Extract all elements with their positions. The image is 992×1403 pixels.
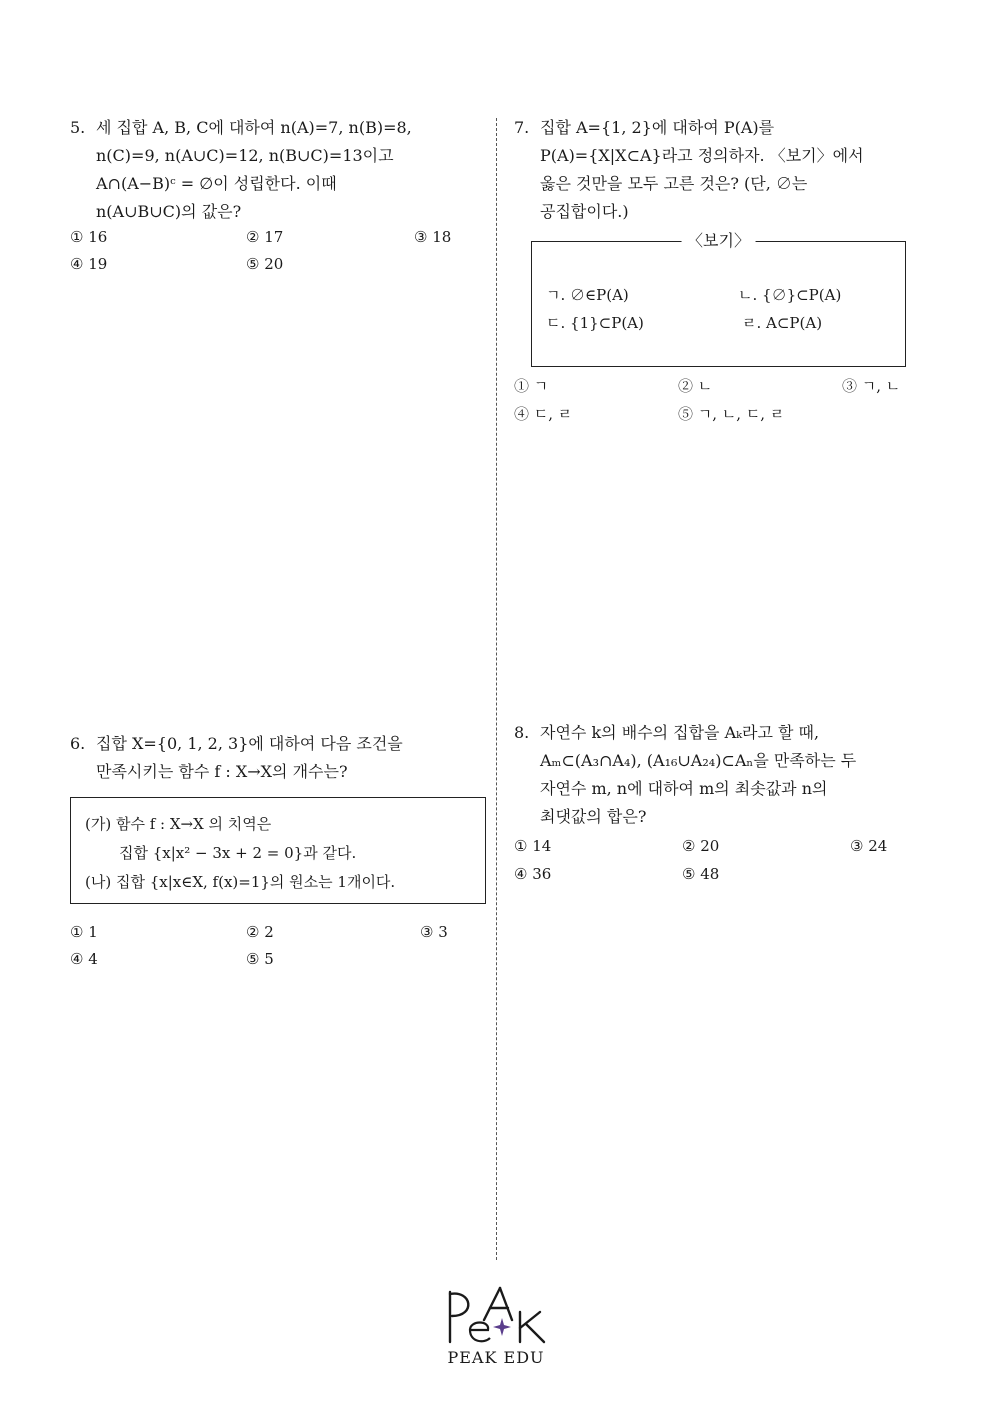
bogi-item-3: ㄷ. {1}⊂P(A) (546, 314, 644, 332)
bogi-title: 〈보기〉 (681, 230, 756, 252)
choice-3[interactable]: ③ ㄱ, ㄴ (842, 377, 901, 395)
question-text: 세 집합 A, B, C에 대하여 n(A)=7, n(B)=8, (96, 118, 412, 137)
question-text: 공집합이다.) (540, 202, 629, 221)
question-number: 7. (514, 118, 530, 137)
choice-2[interactable]: ② 17 (246, 228, 284, 246)
choice-1[interactable]: ① 14 (514, 837, 552, 855)
column-divider (496, 118, 497, 1260)
question-8 (514, 719, 856, 831)
condition-a: (가) 함수 f : X→X 의 치역은 (85, 815, 272, 833)
choice-5[interactable]: ⑤ 20 (246, 255, 284, 273)
choice-2[interactable]: ② 20 (682, 837, 720, 855)
question-text: n(C)=9, n(A∪C)=12, n(B∪C)=13이고 (96, 146, 394, 165)
choice-4[interactable]: ④ ㄷ, ㄹ (514, 405, 573, 423)
question-text: 최댓값의 합은? (540, 807, 647, 826)
question-text: 집합 X={0, 1, 2, 3}에 대하여 다음 조건을 (96, 734, 403, 753)
question-text: 자연수 m, n에 대하여 m의 최솟값과 n의 (540, 779, 828, 798)
peak-logo (440, 1282, 552, 1372)
question-text: P(A)={X|X⊂A}라고 정의하자. 〈보기〉에서 (540, 146, 864, 165)
question-text: Aₘ⊂(A₃∩A₄), (A₁₆∪A₂₄)⊂Aₙ을 만족하는 두 (540, 751, 857, 770)
choice-3[interactable]: ③ 18 (414, 228, 452, 246)
choice-2[interactable]: ② ㄴ (678, 377, 713, 395)
condition-b: (나) 집합 {x|x∈X, f(x)=1}의 원소는 1개이다. (85, 873, 396, 891)
bogi-item-2: ㄴ. {∅}⊂P(A) (738, 286, 842, 304)
question-text: A∩(A−B)ᶜ = ∅이 성립한다. 이때 (96, 174, 337, 193)
question-6 (70, 730, 403, 786)
choice-3[interactable]: ③ 3 (420, 923, 448, 941)
bogi-box (531, 231, 906, 367)
condition-box (70, 797, 486, 904)
question-7 (514, 114, 864, 226)
question-text: 옳은 것만을 모두 고른 것은? (단, ∅는 (540, 174, 808, 193)
question-number: 6. (70, 734, 86, 753)
question-text: 자연수 k의 배수의 집합을 Aₖ라고 할 때, (540, 723, 820, 742)
question-text: n(A∪B∪C)의 값은? (96, 202, 242, 221)
choice-2[interactable]: ② 2 (246, 923, 274, 941)
choice-4[interactable]: ④ 4 (70, 950, 98, 968)
question-number: 5. (70, 118, 86, 137)
choice-3[interactable]: ③ 24 (850, 837, 888, 855)
question-5 (70, 114, 412, 226)
peak-logo-mark-icon (440, 1282, 552, 1346)
bogi-item-4: ㄹ. A⊂P(A) (742, 314, 823, 332)
question-number: 8. (514, 723, 530, 742)
choice-4[interactable]: ④ 36 (514, 865, 552, 883)
choice-1[interactable]: ① 1 (70, 923, 98, 941)
question-text: 집합 A={1, 2}에 대하여 P(A)를 (540, 118, 775, 137)
choice-5[interactable]: ⑤ 48 (682, 865, 720, 883)
bogi-item-1: ㄱ. ∅∈P(A) (546, 286, 629, 304)
choice-4[interactable]: ④ 19 (70, 255, 108, 273)
choice-1[interactable]: ① ㄱ (514, 377, 549, 395)
question-text: 만족시키는 함수 f : X→X의 개수는? (96, 762, 348, 781)
choice-5[interactable]: ⑤ 5 (246, 950, 274, 968)
logo-text: PEAK EDU (447, 1348, 545, 1367)
condition-a-detail: 집합 {x|x² − 3x + 2 = 0}과 같다. (119, 844, 357, 862)
choice-1[interactable]: ① 16 (70, 228, 108, 246)
choice-5[interactable]: ⑤ ㄱ, ㄴ, ㄷ, ㄹ (678, 405, 785, 423)
